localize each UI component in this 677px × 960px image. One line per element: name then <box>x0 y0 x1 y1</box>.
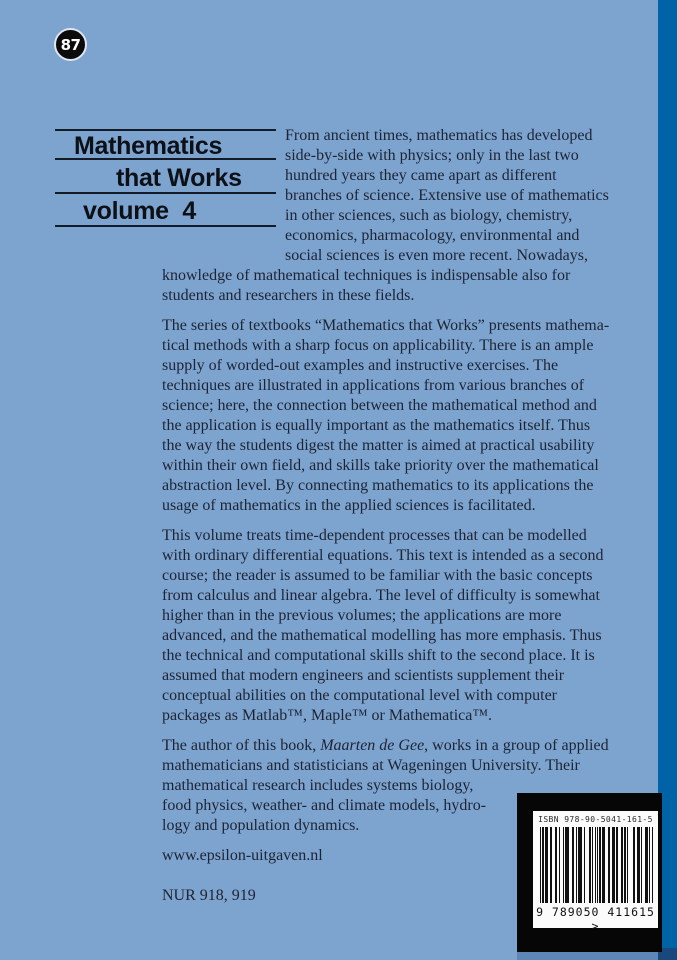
series-number: 87 <box>60 35 81 54</box>
series-number-badge <box>54 28 87 61</box>
text-line: abstraction level. By connecting mathematics to its applications the <box>162 477 594 494</box>
cover-bottom-edge <box>517 952 658 960</box>
text-segment: , works in a group of applied <box>424 737 609 754</box>
text-line <box>162 736 634 756</box>
text-line: social sciences is even more recent. Nowadays, <box>285 247 588 264</box>
title-line-3: volume 4 <box>83 197 196 225</box>
barcode-digits: 9 789050 411615 > <box>536 905 655 933</box>
text-line: the application is equally important as the mathematics itself. Thus <box>162 417 591 434</box>
author-name: Maarten de Gee <box>320 737 425 754</box>
text-line: techniques are illustrated in applications from various branches of <box>162 377 585 394</box>
ean13-barcode <box>540 827 653 903</box>
text-line: economics, pharmacology, environmental and <box>285 227 580 244</box>
text-line: with ordinary differential equations. This text is intended as a second <box>162 547 604 564</box>
title-line-1: Mathematics <box>74 132 223 160</box>
text-segment: The author of this book, <box>162 737 321 754</box>
text-line: logy and population dynamics. <box>162 817 360 834</box>
text-line: the technical and computational skills shift to the second place. It is <box>162 647 595 664</box>
barcode-label <box>533 811 658 933</box>
text-line: in other sciences, such as biology, chemistry, <box>285 207 573 224</box>
text-line: higher than in the previous volumes; the applications are more <box>162 607 562 624</box>
text-line: tical methods with a sharp focus on applicability. There is an ample <box>162 337 594 354</box>
paragraph-intro <box>162 126 634 306</box>
text-line: science; here, the connection between the mathematical method and <box>162 397 597 414</box>
text-line: This volume treats time-dependent processes that can be modelled <box>162 527 587 544</box>
text-line: supply of worded-out examples and instructive exercises. The <box>162 357 559 374</box>
text-line: students and researchers in these fields. <box>162 287 415 304</box>
paragraph-series <box>162 316 634 516</box>
paragraphs <box>162 126 634 836</box>
text-line: the way the students digest the matter is aimed at practical usability <box>162 437 595 454</box>
paragraph-volume <box>162 526 634 726</box>
text-line: From ancient times, mathematics has developed <box>285 127 593 144</box>
text-line: The series of textbooks “Mathematics that Works” presents mathema- <box>162 317 610 334</box>
text-line: advanced, and the mathematical modelling has more emphasis. Thus <box>162 627 602 644</box>
text-line: mathematical research includes systems biology, <box>162 777 474 794</box>
text-line: within their own field, and skills take priority over the mathematical <box>162 457 599 474</box>
title-line-2: that Works <box>116 164 242 192</box>
publisher-website: www.epsilon-uitgaven.nl <box>162 847 323 864</box>
bar <box>652 827 653 903</box>
back-cover-text <box>162 126 634 906</box>
nur-code: NUR 918, 919 <box>162 887 256 904</box>
text-line: from calculus and linear algebra. The level of difficulty is somewhat <box>162 587 600 604</box>
text-line: knowledge of mathematical techniques is indispensable also for <box>162 267 571 284</box>
text-line: mathematicians and statisticians at Wageningen University. Their <box>162 757 580 774</box>
text-line: side-by-side with physics; only in the last two <box>285 147 579 164</box>
text-line: packages as Matlab™, Maple™ or Mathematica™. <box>162 707 493 724</box>
isbn-text: ISBN 978-90-5041-161-5 <box>538 815 653 824</box>
text-line: course; the reader is assumed to be familiar with the basic concepts <box>162 567 593 584</box>
text-line: hundred years they came apart as different <box>285 167 557 184</box>
text-line: conceptual abilities on the computational level with computer <box>162 687 557 704</box>
barcode-block <box>517 793 662 952</box>
text-line: branches of science. Extensive use of mathematics <box>285 187 609 204</box>
text-line: assumed that modern engineers and scientists supplement their <box>162 667 565 684</box>
text-line: food physics, weather- and climate models, hydro- <box>162 797 487 814</box>
text-line: usage of mathematics in the applied sciences is facilitated. <box>162 497 536 514</box>
